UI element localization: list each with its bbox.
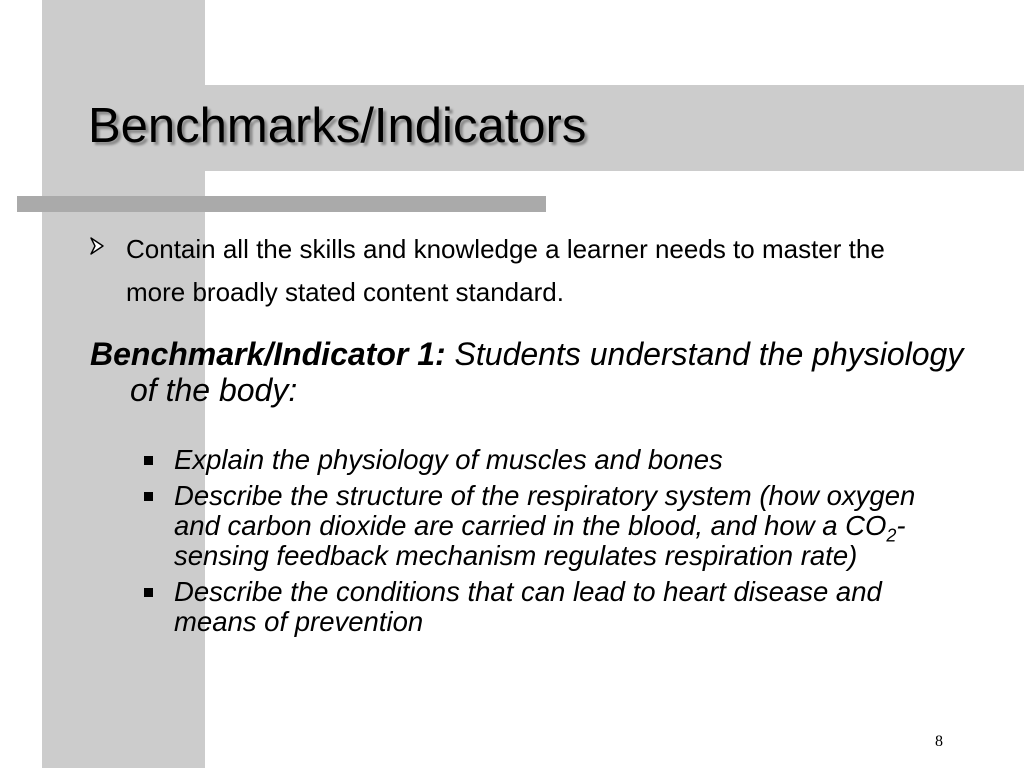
benchmark-description: Students understand the physiology of the body: [130,336,964,408]
benchmark-statement [90,336,980,408]
benchmark-heading: Benchmark/Indicator 1: [90,336,446,372]
co2-subscript: 2 [886,525,897,546]
title-divider-bar [17,196,546,212]
sub-bullet-respiratory-system [140,481,950,571]
sub-bullet-text-part-1: Describe the structure of the respiratory system (how oxygen and carbon dioxide are carried in the blood, and how a CO [174,480,916,541]
intro-bullet-text: Contain all the skills and knowledge a learner needs to master the more broadly stated content standard. [126,234,885,307]
sub-bullet-heart-disease [140,577,950,637]
intro-bullet [88,228,948,314]
square-bullet-icon [144,588,153,597]
square-bullet-icon [144,456,153,465]
sub-bullet-muscles-bones [140,445,950,475]
sub-bullet-text: Explain the physiology of muscles and bones [174,444,723,475]
benchmark-sub-bullets [140,445,950,643]
sub-bullet-text: Describe the conditions that can lead to heart disease and means of prevention [174,576,882,637]
slide-title: Benchmarks/Indicators [88,99,587,153]
square-bullet-icon [144,492,153,501]
arrowhead-bullet-icon [88,234,106,258]
page-number: 8 [935,733,943,750]
sub-bullet-text-part-2: -sensing feedback mechanism regulates respiration rate) [174,510,906,571]
